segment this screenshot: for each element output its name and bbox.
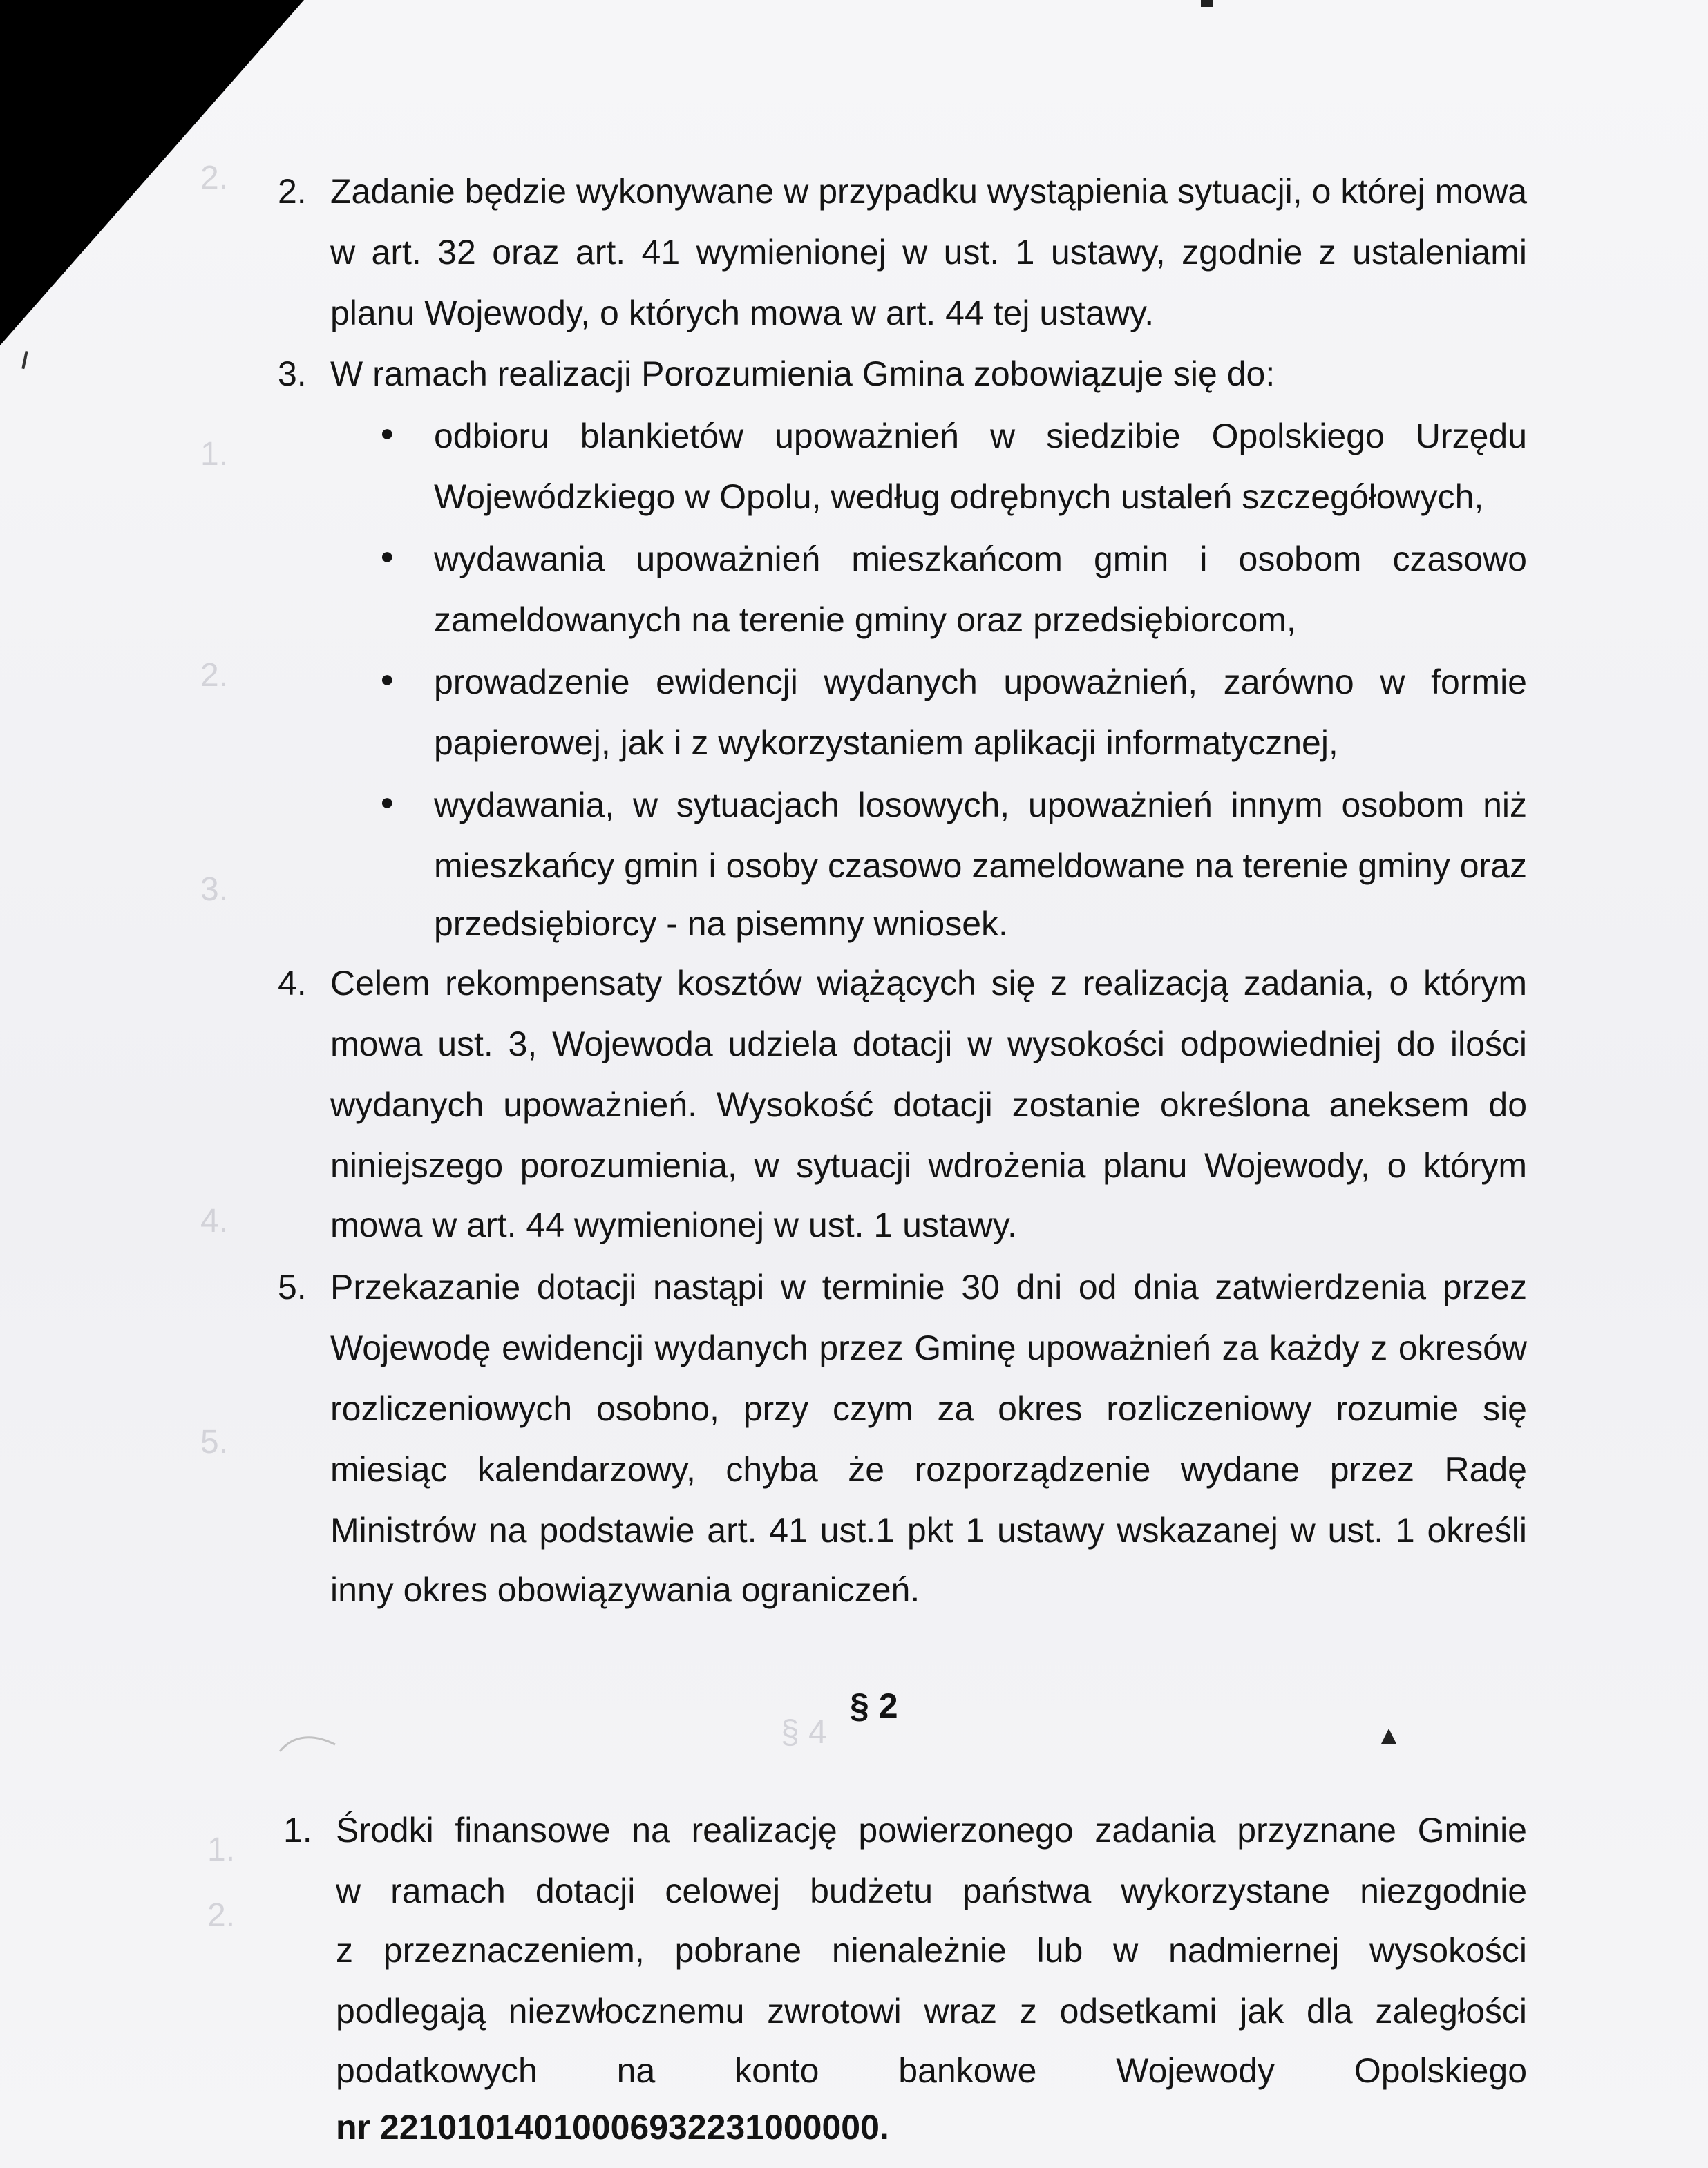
section-2-item-1-line-2 xyxy=(0,1871,1708,1932)
bullet-4-line-3 xyxy=(0,904,1708,964)
item-number: 1. xyxy=(283,1811,312,1850)
bullet-3-line-2 xyxy=(0,723,1708,783)
item-5-line-2 xyxy=(0,1328,1708,1389)
item-3-line-1 xyxy=(0,354,1708,415)
item-text: W ramach realizacji Porozumienia Gmina zobowiązuje się do: xyxy=(330,354,1275,393)
bullet-text: wydawania upoważnień mieszkańcom gmin i osobom czasowo xyxy=(434,540,1527,578)
bullet-2-line-1 xyxy=(0,539,1708,600)
bullet-2-line-2 xyxy=(0,600,1708,660)
ink-smudge xyxy=(276,1731,339,1758)
section-heading: § 2 xyxy=(850,1686,898,1725)
bullet-text: Wojewódzkiego w Opolu, według odrębnych ustaleń szczegółowych, xyxy=(434,477,1484,516)
item-text: Zadanie będzie wykonywane w przypadku wystąpienia sytuacji, o której mowa xyxy=(330,172,1527,211)
section-2-item-1-line-5 xyxy=(0,2051,1708,2111)
section-2-item-1-line-3 xyxy=(0,1930,1708,1991)
item-text: planu Wojewody, o których mowa w art. 44 tej ustawy. xyxy=(330,294,1155,332)
section-2-item-1-line-4 xyxy=(0,1991,1708,2052)
bank-account-line xyxy=(0,2107,1708,2168)
item-5-line-6 xyxy=(0,1570,1708,1630)
item-number: 2. xyxy=(278,172,307,211)
item-2-line-1 xyxy=(0,171,1708,232)
item-text: podlegają niezwłocznemu zwrotowi wraz z odsetkami jak dla zaległości xyxy=(336,1992,1527,2031)
bullet-text: odbioru blankietów upoważnień w siedzibie Opolskiego Urzędu xyxy=(434,417,1527,455)
item-text: w art. 32 oraz art. 41 wymienionej w ust. 1 ustawy, zgodnie z ustaleniami xyxy=(330,233,1527,272)
item-text: Celem rekompensaty kosztów wiążących się z realizacją zadania, o którym xyxy=(330,964,1527,1002)
bullet-text: mieszkańcy gmin i osoby czasowo zameldowane na terenie gminy oraz xyxy=(434,846,1527,885)
ink-mark-icon xyxy=(1378,1727,1399,1747)
item-text: miesiąc kalendarzowy, chyba że rozporządzenie wydane przez Radę xyxy=(330,1450,1527,1489)
item-text: Środki finansowe na realizację powierzonego zadania przyznane Gminie xyxy=(336,1811,1527,1850)
item-5-line-5 xyxy=(0,1510,1708,1571)
item-4-line-2 xyxy=(0,1024,1708,1085)
bullet-4-line-2 xyxy=(0,846,1708,906)
item-number: 4. xyxy=(278,964,307,1002)
item-number: 3. xyxy=(278,354,307,393)
bullet-4-line-1 xyxy=(0,785,1708,846)
bullet-text: wydawania, w sytuacjach losowych, upoważnień innym osobom niż xyxy=(434,786,1527,824)
item-text: z przeznaczeniem, pobrane nienależnie lub w nadmiernej wysokości xyxy=(336,1931,1527,1970)
section-2-item-1-line-1 xyxy=(0,1810,1708,1871)
bullet-3-line-1 xyxy=(0,662,1708,723)
bullet-icon: ● xyxy=(380,789,395,815)
item-text: Przekazanie dotacji nastąpi w terminie 30 dni od dnia zatwierdzenia przez xyxy=(330,1268,1527,1306)
item-text: Ministrów na podstawie art. 41 ust.1 pkt 1 ustawy wskazanej w ust. 1 określi xyxy=(330,1511,1527,1550)
scanned-page: 2. 1. 2. 3. 4. 5. 1. 2. § 4 2. Zadanie będzie wykonywane w przypadku wystąpienia sytuacji, o której mowa w art. 32 oraz art. 41 wymienionej w ust. 1 ustawy, zgodnie z ustaleniami planu Wojewody, o których mowa w art. 44 tej ustawy. 3. W ramach realizacji Porozumienia Gmina zobowiązuje się do: ● odbioru blankietów upoważnień w siedzibie Opolskiego Urzędu Wojewódzkiego w Opolu, według odrębnych ustaleń szczegółowych, ● wydawania upoważnień mieszkańcom gmin i osobom czasowo zameldowanych na terenie gminy oraz przedsiębiorcom, ● prowadzenie ewidencji wydanych upoważnień, zarówno w formie papierowej, jak i z wykorzystaniem aplikacji informatycznej, ● wydawania, w sytuacjach losowych, upoważnień innym osobom niż mieszkańcy gmin i osoby czasowo zameldowane na terenie gminy oraz przedsiębiorcy - na pisemny wniosek. 4. Celem rekompensaty kosztów wiążących się z realizacją zadania, o którym mowa ust. 3, Wojewoda udziela dotacji w wysokości odpowiedniej do ilości wydanych upoważnień. Wysokość dotacji zostanie określona aneksem do niniejszego porozumienia, w sytuacji wdrożenia planu Wojewody, o którym mowa w art. 44 wymienionej w ust. 1 ustawy. 5. Przekazanie dotacji nastąpi w terminie 30 dni od dnia zatwierdzenia przez Wojewodę ewidencji wydanych przez Gminę upoważnień za każdy z okresów rozliczeniowych osobno, przy czym za okres rozliczeniowy rozumie się miesiąc kalendarzowy, chyba że rozporządzenie wydane przez Radę Ministrów na podstawie art. 41 ust.1 pkt 1 ustawy wskazanej w ust. 1 określi inny okres obowiązywania ograniczeń. § 2 1. Środki finansowe na realizację powierzonego zadania przyznane Gminie w ramach dotacji celowej budżetu państwa wykorzystane niezgodnie z przeznaczeniem, pobrane nienależnie lub w nadmiernej wysokości podlegają niezwłocznemu zwrotowi wraz z odsetkami jak dla zaległości podatkowych na konto bankowe Wojewody Opolskiego nr 22101014010006932231000000. xyxy=(0,0,1708,2140)
item-4-line-4 xyxy=(0,1145,1708,1206)
item-4-line-3 xyxy=(0,1085,1708,1145)
item-text: podatkowych na konto bankowe Wojewody Opolskiego xyxy=(336,2051,1527,2090)
item-text: wydanych upoważnień. Wysokość dotacji zostanie określona aneksem do xyxy=(330,1085,1527,1124)
item-text: mowa w art. 44 wymienionej w ust. 1 ustawy. xyxy=(330,1206,1017,1244)
bullet-1-line-1 xyxy=(0,416,1708,477)
item-number: 5. xyxy=(278,1268,307,1306)
bullet-text: prowadzenie ewidencji wydanych upoważnień, zarówno w formie xyxy=(434,663,1527,701)
item-text: niniejszego porozumienia, w sytuacji wdrożenia planu Wojewody, o którym xyxy=(330,1146,1527,1185)
item-2-line-2 xyxy=(0,232,1708,293)
item-4-line-5 xyxy=(0,1205,1708,1266)
bullet-text: papierowej, jak i z wykorzystaniem aplikacji informatycznej, xyxy=(434,723,1338,762)
item-text: mowa ust. 3, Wojewoda udziela dotacji w wysokości odpowiedniej do ilości xyxy=(330,1025,1527,1063)
item-text: rozliczeniowych osobno, przy czym za okres rozliczeniowy rozumie się xyxy=(330,1389,1527,1428)
item-2-line-3 xyxy=(0,293,1708,354)
bullet-icon: ● xyxy=(380,420,395,446)
bullet-text: zameldowanych na terenie gminy oraz przedsiębiorcom, xyxy=(434,600,1296,639)
item-text: w ramach dotacji celowej budżetu państwa wykorzystane niezgodnie xyxy=(336,1872,1527,1910)
bullet-text: przedsiębiorcy - na pisemny wniosek. xyxy=(434,904,1008,943)
item-5-line-3 xyxy=(0,1389,1708,1449)
item-5-line-1 xyxy=(0,1267,1708,1328)
item-text: Wojewodę ewidencji wydanych przez Gminę upoważnień za każdy z okresów xyxy=(330,1329,1527,1367)
bank-account-number: nr 22101014010006932231000000. xyxy=(336,2108,889,2147)
item-5-line-4 xyxy=(0,1449,1708,1510)
item-4-line-1 xyxy=(0,963,1708,1024)
scan-mark xyxy=(1201,0,1213,7)
bullet-icon: ● xyxy=(380,543,395,569)
item-text: inny okres obowiązywania ograniczeń. xyxy=(330,1570,920,1609)
bullet-1-line-2 xyxy=(0,477,1708,538)
bullet-icon: ● xyxy=(380,666,395,692)
